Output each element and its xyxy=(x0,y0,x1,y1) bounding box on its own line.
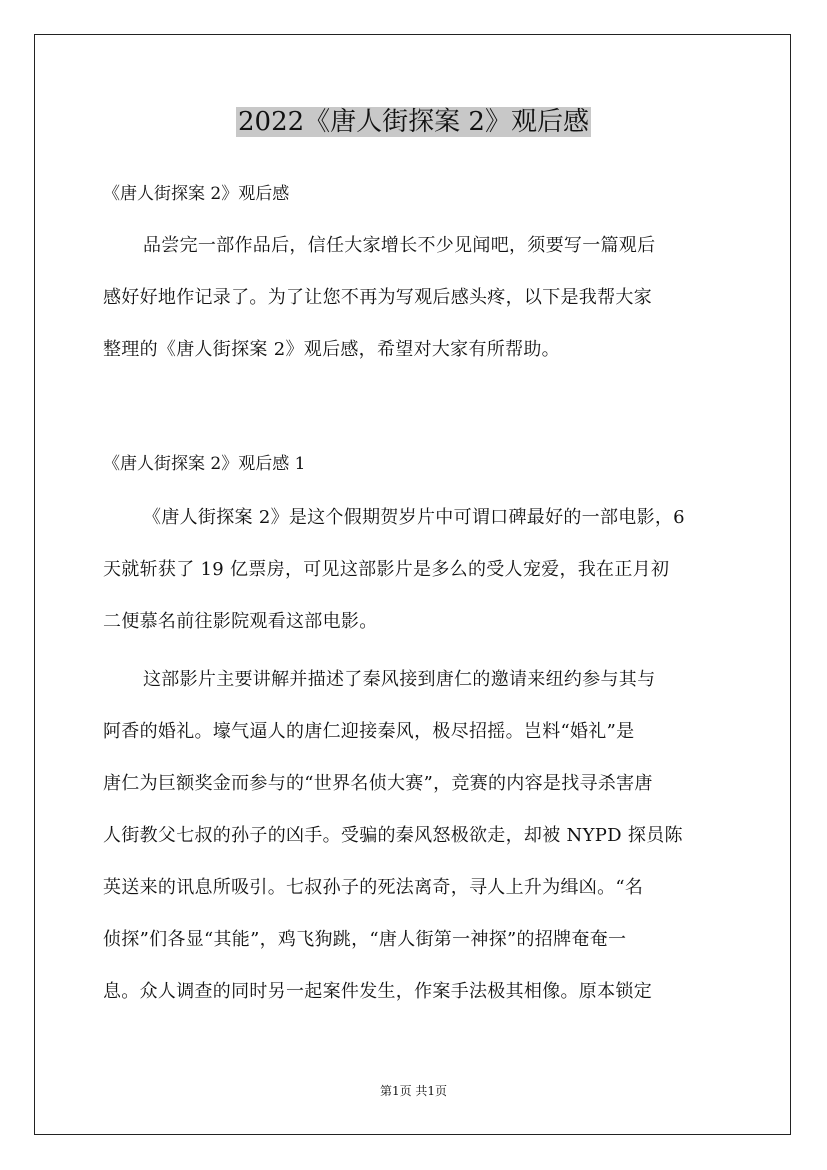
section-heading: 《唐人街探案 2》观后感 1 xyxy=(103,454,306,474)
para2-line-4: 人街教父七叔的孙子的凶手。受骗的秦风怒极欲走，却被 NYPD 探员陈 xyxy=(103,825,683,846)
page-number: 第1页 共1页 xyxy=(379,1084,448,1098)
paragraph-2 xyxy=(103,654,763,1018)
document-subtitle: 《唐人街探案 2》观后感 xyxy=(103,184,290,204)
paragraph-1 xyxy=(103,492,763,648)
intro-paragraph xyxy=(103,220,763,376)
para1-line-3: 二便慕名前往影院观看这部电影。 xyxy=(103,611,378,632)
para1-line-2: 天就斩获了 19 亿票房，可见这部影片是多么的受人宠爱，我在正月初 xyxy=(103,559,670,580)
document-title xyxy=(0,104,827,140)
para2-line-1: 这部影片主要讲解并描述了秦风接到唐仁的邀请来纽约参与其与 xyxy=(143,669,656,690)
para2-line-2: 阿香的婚礼。壕气逼人的唐仁迎接秦风，极尽招摇。岂料“婚礼”是 xyxy=(103,721,635,742)
intro-line-3: 整理的《唐人街探案 2》观后感，希望对大家有所帮助。 xyxy=(103,339,560,360)
document-title-text: 2022《唐人街探案 2》观后感 xyxy=(238,107,589,137)
intro-line-2: 感好好地作记录了。为了让您不再为写观后感头疼，以下是我帮大家 xyxy=(103,287,652,308)
para2-line-5: 英送来的讯息所吸引。七叔孙子的死法离奇，寻人上升为缉凶。“名 xyxy=(103,877,644,898)
para2-line-3: 唐仁为巨额奖金而参与的“世界名侦大赛”，竞赛的内容是找寻杀害唐 xyxy=(103,773,653,794)
intro-line-1: 品尝完一部作品后，信任大家增长不少见闻吧，须要写一篇观后 xyxy=(143,235,656,256)
para1-line-1: 《唐人街探案 2》是这个假期贺岁片中可谓口碑最好的一部电影，6 xyxy=(143,507,685,528)
para2-line-6: 侦探”们各显“其能”，鸡飞狗跳，“唐人街第一神探”的招牌奄奄一 xyxy=(103,929,627,950)
para2-line-7: 息。众人调查的同时另一起案件发生，作案手法极其相像。原本锁定 xyxy=(103,981,652,1002)
